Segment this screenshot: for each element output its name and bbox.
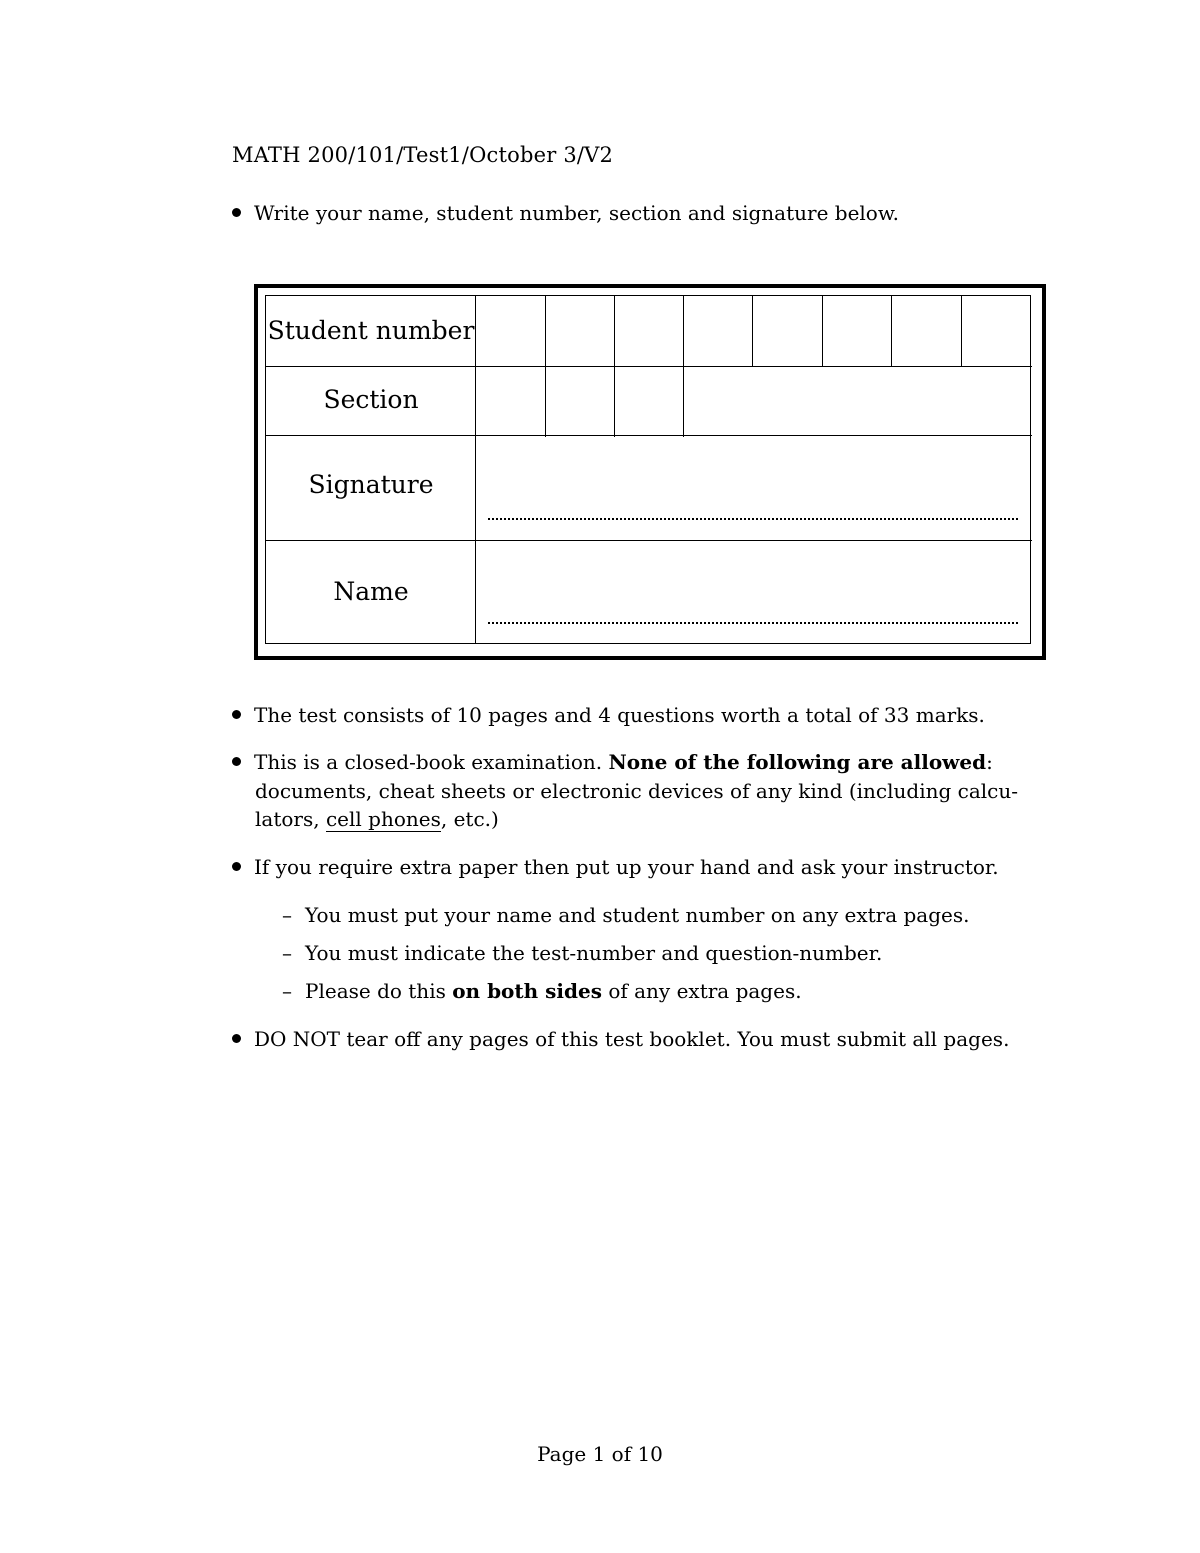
dash-icon: –	[282, 903, 292, 927]
digit-box-divider	[614, 295, 615, 437]
instruction-extra-paper	[232, 853, 999, 881]
bullet-icon	[232, 208, 241, 217]
name-dotted-line	[488, 622, 1018, 624]
section-digit-2[interactable]	[547, 368, 613, 434]
sub-instruction-text: Please do this	[305, 979, 446, 1003]
digit-box-divider	[545, 295, 546, 437]
name-field[interactable]	[477, 542, 1029, 642]
digit-box-divider	[822, 295, 823, 367]
student-number-digit-6[interactable]	[824, 297, 890, 365]
sub-instruction-test-question	[282, 939, 882, 967]
dash-icon: –	[282, 941, 292, 965]
student-number-digit-8[interactable]	[963, 297, 1029, 365]
instruction-closed-book	[232, 748, 993, 776]
instruction-no-tear	[232, 1025, 1009, 1053]
sub-instruction-text: You must indicate the test-number and question-number.	[305, 941, 883, 965]
instruction-text: DO NOT tear off any pages of this test booklet. You must submit all pages.	[254, 1027, 1010, 1051]
instruction-write-details	[232, 199, 899, 227]
student-number-digit-1[interactable]	[477, 297, 544, 365]
page-title: MATH 200/101/Test1/October 3/V2	[232, 143, 614, 167]
student-number-digit-5[interactable]	[754, 297, 821, 365]
digit-box-divider	[683, 295, 684, 437]
dash-icon: –	[282, 979, 292, 1003]
instruction-text: If you require extra paper then put up your hand and ask your instructor.	[254, 855, 999, 879]
sub-instruction-name-number	[282, 901, 970, 929]
section-digit-1[interactable]	[477, 368, 544, 434]
student-number-digit-2[interactable]	[547, 297, 613, 365]
instruction-closed-book-line-3	[255, 805, 499, 833]
instruction-text: This is a closed-book examination.	[254, 750, 603, 774]
underlined-text: cell phones	[325, 807, 441, 831]
sub-instruction-text: You must put your name and student number on any extra pages.	[305, 903, 970, 927]
signature-dotted-line	[488, 518, 1018, 520]
sub-instruction-bold-text: on both sides	[452, 979, 602, 1003]
bullet-icon	[232, 710, 241, 719]
instruction-text: Write your name, student number, section and signature below.	[254, 201, 899, 225]
form-row-divider	[265, 435, 1032, 436]
instruction-text: The test consists of 10 pages and 4 questions worth a total of 33 marks.	[254, 703, 985, 727]
instruction-punctuation: :	[986, 750, 993, 774]
section-digit-3[interactable]	[616, 368, 682, 434]
name-label: Name	[333, 577, 409, 606]
page-number: Page 1 of 10	[537, 1442, 663, 1466]
student-number-digit-4[interactable]	[685, 297, 751, 365]
bullet-icon	[232, 862, 241, 871]
instruction-text: , etc.)	[440, 807, 499, 831]
bullet-icon	[232, 757, 241, 766]
signature-label: Signature	[308, 470, 434, 499]
sub-instruction-text: of any extra pages.	[608, 979, 802, 1003]
student-number-digit-7[interactable]	[893, 297, 960, 365]
digit-box-divider	[891, 295, 892, 367]
section-label: Section	[323, 385, 419, 414]
instruction-closed-book-line-2: documents, cheat sheets or electronic devices of any kind (including calcu-	[255, 779, 1019, 803]
digit-box-divider	[752, 295, 753, 367]
instruction-test-info	[232, 701, 985, 729]
instruction-text: lators,	[255, 807, 320, 831]
form-row-divider	[265, 366, 1032, 367]
form-row-divider	[265, 540, 1032, 541]
form-column-divider	[475, 295, 476, 644]
signature-field[interactable]	[477, 437, 1029, 539]
student-number-digit-3[interactable]	[616, 297, 682, 365]
sub-instruction-both-sides	[282, 977, 802, 1005]
student-number-label: Student number	[267, 316, 475, 345]
instruction-bold-text: None of the following are allowed	[608, 750, 987, 774]
digit-box-divider	[961, 295, 962, 367]
bullet-icon	[232, 1034, 241, 1043]
